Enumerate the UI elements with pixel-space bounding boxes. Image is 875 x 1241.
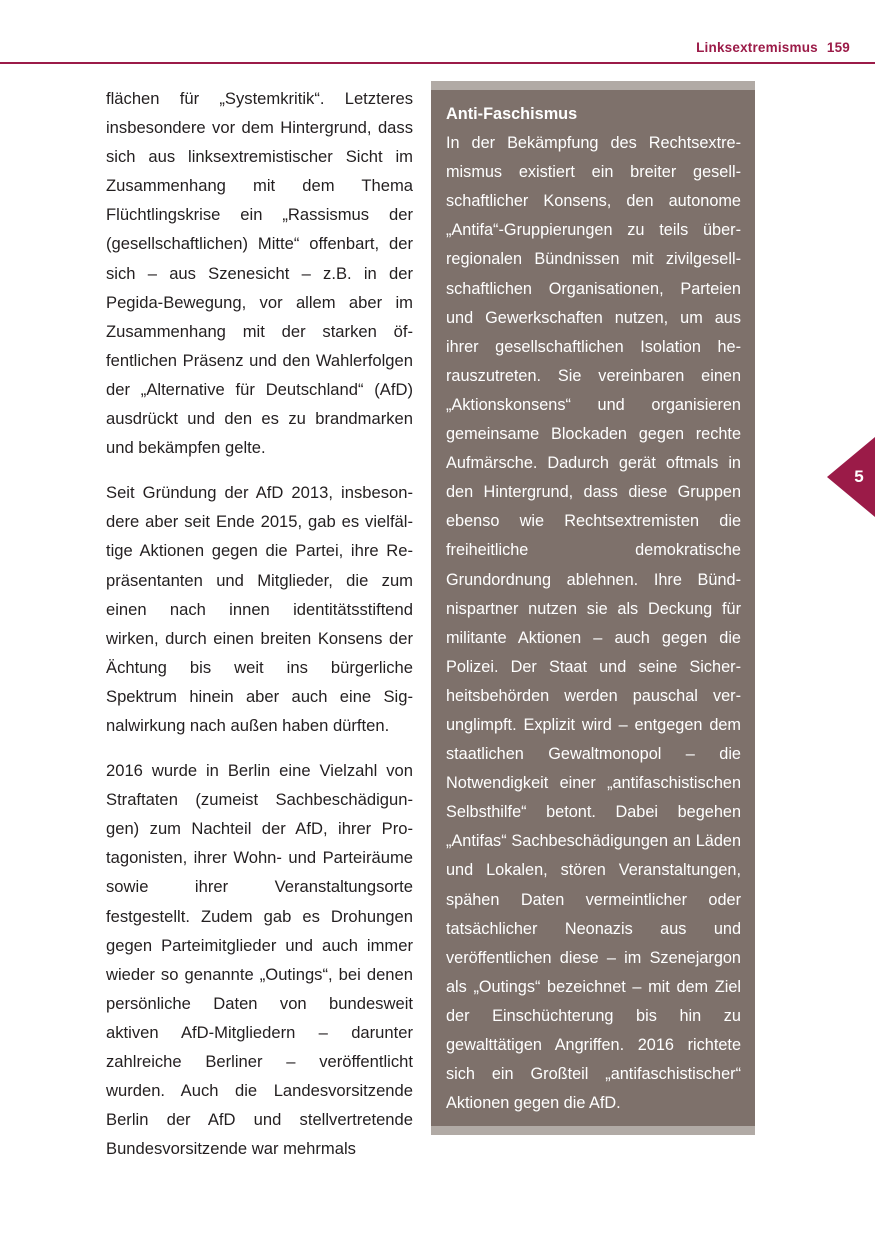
infobox	[431, 90, 755, 1126]
header-page-number: 159	[826, 40, 850, 55]
paragraph-1: flächen für „Systemkritik“. Letzteres insbesondere vor dem Hintergrund, dass sich aus linksextremistischer Sicht im Zusammenhang mit dem Thema Flüchtlingskrise ein „Rassismus der (gesellschaftlichen) Mitte“ offenbart, der sich – aus Szenesicht – z.B. in der Pegida-Bewegung, vor allem aber im Zusammenhang mit der starken öffentlichen Präsenz und den Wahlerfolgen der „Alternative für Deutschland“ (AfD) ausdrückt und den es zu brandmarken und bekämpfen gelte.	[106, 89, 413, 458]
main-text-column	[106, 84, 413, 1179]
paragraph-2: Seit Gründung der AfD 2013, insbesondere aber seit Ende 2015, gab es vielfältige Aktionen gegen die Partei, ihre Repräsentanten und Mitglieder, die zum einen nach innen identitätsstiftend wirken, durch einen breiten Konsens der Ächtung bis weit ins bürgerliche Spektrum hinein aber auch eine Signalwirkung nach außen haben dürften.	[106, 483, 413, 735]
running-header	[696, 40, 850, 55]
chapter-number: 5	[854, 467, 864, 486]
infobox-body: In der Bekämpfung des Rechtsextremismus existiert ein breiter gesellschaftlicher Konsens, den autonome „Antifa“-Gruppierungen zu teils überregionalen Bündnissen mit zivilgesellschaftlichen Organisationen, Parteien und Gewerkschaften nutzen, um aus ihrer gesellschaftlichen Isolation herauszutreten. Sie vereinbaren einen „Aktionskonsens“ und organisieren gemeinsame Blockaden gegen rechte Aufmärsche. Dadurch gerät oftmals in den Hintergrund, dass diese Gruppen ebenso wie Rechtsextremisten die freiheitliche demokratische Grundordnung ablehnen. Ihre Bündnispartner nutzen sie als Deckung für militante Aktionen – auch gegen die Polizei. Der Staat und seine Sicherheitsbehörden werden pauschal verunglimpft. Explizit wird – entgegen dem staatlichen Gewaltmonopol – die Notwendigkeit einer „antifaschistischen Selbsthilfe“ betont. Dabei begehen „Antifas“ Sachbeschädigungen an Läden und Lokalen, stören Veranstaltungen, spähen Daten vermeintlicher oder tatsächlicher Neonazis aus und veröffentlichen diese – im Szenejargon als „Outings“ bezeichnet – mit dem Ziel der Einschüchterung bis hin zu gewalttätigen Angriffen. 2016 richtete sich ein Großteil „antifaschistischer“ Aktionen gegen die AfD.	[446, 134, 741, 1113]
header-section-title: Linksextremismus	[696, 40, 818, 55]
chapter-tab	[827, 437, 875, 517]
infobox-bottom-bar	[431, 1126, 755, 1135]
paragraph-3: 2016 wurde in Berlin eine Vielzahl von Straftaten (zumeist Sachbeschädigungen) zum Nachteil der AfD, ihrer Protagonisten, ihrer Wohn- und Parteiräume sowie ihrer Veranstaltungsorte festgestellt. Zudem gab es Drohungen gegen Parteimitglieder und auch immer wieder so genannte „Outings“, bei denen persönliche Daten von bundesweit aktiven AfD-Mitgliedern – darunter zahlreiche Berliner – veröffentlicht wurden. Auch die Landesvorsitzende Berlin der AfD und stellvertretende Bundesvorsitzende war mehrmals	[106, 761, 413, 1159]
infobox-title: Anti-Faschismus	[446, 105, 578, 123]
infobox-top-bar	[431, 81, 755, 90]
header-rule	[0, 62, 875, 64]
